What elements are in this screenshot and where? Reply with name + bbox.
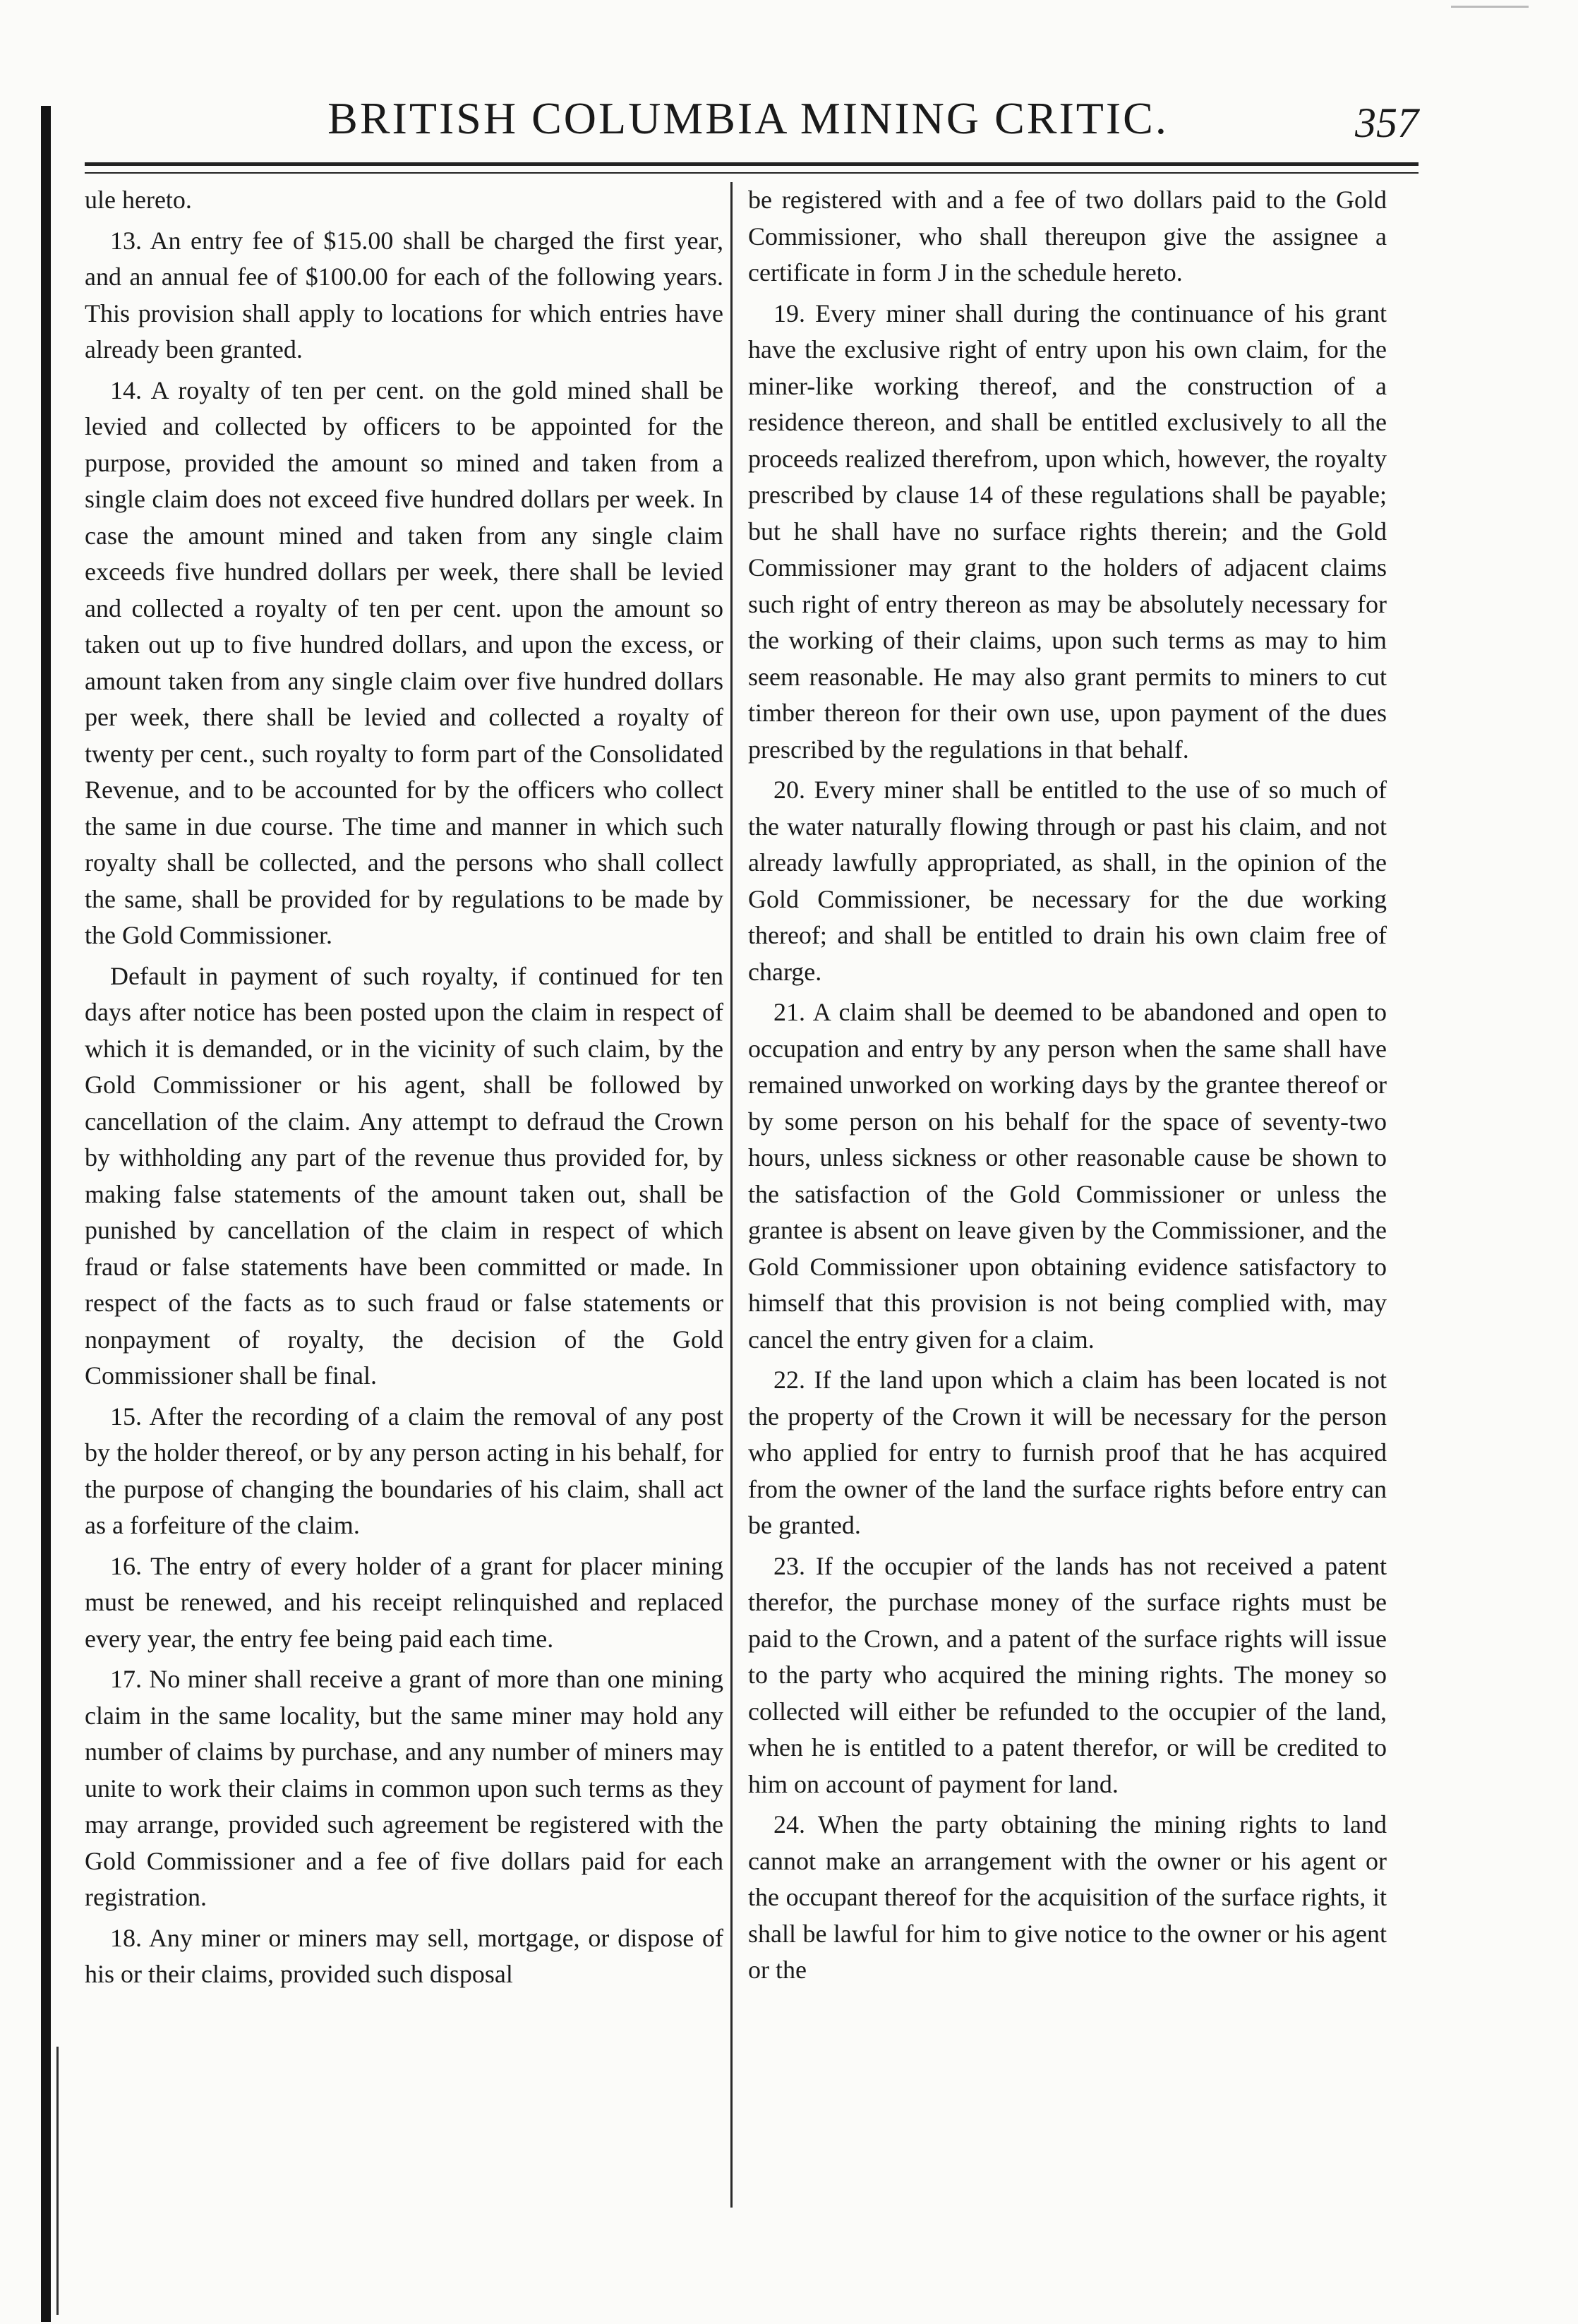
page-number: 357 xyxy=(1355,100,1419,146)
right-column xyxy=(748,182,1387,2299)
paragraph: 22. If the land upon which a claim has been located is not the property of the Crown it will be necessary for the person who applied for entry to furnish proof that he has acquired from the owner of the land the surface rights before entry can be granted. xyxy=(748,1366,1387,1539)
paragraph: Default in payment of such royalty, if continued for ten days after notice has been posted upon the claim in respect of which it is demanded, or in the vicinity of such claim, by the Gold Commissioner or his agent, shall be followed by cancellation of the claim. Any attempt to defraud the Crown by withholding any part of the revenue thus provided for, by making false statements of the amount taken out, shall be punished by cancellation of the claim in respect of which fraud or false statements have been committed or made. In respect of the facts as to such fraud or false statements or nonpayment of royalty, the decision of the Gold Commissioner shall be final. xyxy=(85,961,723,1390)
header-rule-thick xyxy=(85,162,1419,166)
paragraph: 17. No miner shall receive a grant of more than one mining claim in the same locality, but the same miner may hold any number of claims by purchase, and any number of miners may unite to work their claims in common upon such terms as they may arrange, provided such agreement be registered with the Gold Commissioner and a fee of five dollars paid for each registration. xyxy=(85,1665,723,1911)
paragraph: 13. An entry fee of $15.00 shall be charged the first year, and an annual fee of $100.00 for each of the following years. This provision shall apply to locations for which entries have already been granted. xyxy=(85,226,723,363)
paragraph: 23. If the occupier of the lands has not received a patent therefor, the purchase money of the surface rights must be paid to the Crown, and a patent of the surface rights will issue to the party who acquired the mining rights. The money so collected will either be refunded to the occupier of the land, when he is entitled to a patent therefor, or will be credited to him on account of payment for land. xyxy=(748,1551,1387,1798)
paragraph: 19. Every miner shall during the continuance of his grant have the exclusive right of entry upon his own claim, for the miner-like working thereof, and the construction of a residence thereon, and shall be entitled exclusively to all the proceeds realized therefrom, upon which, however, the royalty prescribed by clause 14 of these regulations shall be payable; but he shall have no surface rights therein; and the Gold Commissioner may grant to the holders of adjacent claims such right of entry thereon as may be absolutely necessary for the working of their claims, upon such terms as may to him seem reasonable. He may also grant permits to miners to cut timber thereon for their own use, upon payment of the dues prescribed by the regulations in that behalf. xyxy=(748,299,1387,764)
header-rule-thin xyxy=(85,172,1419,174)
column-divider xyxy=(730,182,733,2208)
paragraph: 14. A royalty of ten per cent. on the gold mined shall be levied and collected by officers to be appointed for the purpose, provided the amount so mined and taken from a single claim does not exceed five hundred dollars per week. In case the amount mined and taken from any single claim exceeds five hundred dollars per week, there shall be levied and collected a royalty of ten per cent. upon the amount so taken out up to five hundred dollars, and upon the excess, or amount taken from any single claim over five hundred dollars per week, there shall be levied and collected a royalty of twenty per cent., such royalty to form part of the Consolidated Revenue, and to be accounted for by the officers who collect the same in due course. The time and manner in which such royalty shall be collected, and the persons who shall collect the same, shall be provided for by regulations to be made by the Gold Commissioner. xyxy=(85,375,723,949)
scan-corner-mark xyxy=(1451,6,1529,8)
binding-edge xyxy=(41,106,51,2322)
paragraph: 24. When the party obtaining the mining rights to land cannot make an arrangement with the owner or his agent or the occupant thereof for the acquisition of the surface rights, it shall be lawful for him to give notice to the owner or his agent or the xyxy=(748,1810,1387,1984)
paragraph: 21. A claim shall be deemed to be abandoned and open to occupation and entry by any person when the same shall have remained unworked on working days by the grantee thereof or by some person on his behalf for the space of seventy-two hours, unless sickness or other reasonable cause be shown to the satisfaction of the Gold Commissioner or unless the grantee is absent on leave given by the Commissioner, and the Gold Commissioner upon obtaining evidence satisfactory to himself that this provision is not being complied with, may cancel the entry given for a claim. xyxy=(748,998,1387,1354)
paragraph: ule hereto. xyxy=(85,186,192,214)
paragraph: 20. Every miner shall be entitled to the use of so much of the water naturally flowing through or past his claim, and not already lawfully appropriated, as shall, in the opinion of the Gold Commissioner, be necessary for the due working thereof; and shall be entitled to drain his own claim free of charge. xyxy=(748,776,1387,986)
running-title: BRITISH COLUMBIA MINING CRITIC. xyxy=(327,93,1169,143)
paragraph: 15. After the recording of a claim the removal of any post by the holder thereof, or by any person acting in his behalf, for the purpose of changing the boundaries of his claim, shall act as a forfeiture of the claim. xyxy=(85,1402,723,1539)
paragraph: 16. The entry of every holder of a grant for placer mining must be renewed, and his receipt relinquished and replaced every year, the entry fee being paid each time. xyxy=(85,1551,723,1653)
left-column xyxy=(85,182,723,2299)
binding-edge-secondary xyxy=(56,2047,59,2315)
page-header xyxy=(78,90,1419,154)
paragraph: 18. Any miner or miners may sell, mortgage, or dispose of his or their claims, provided such disposal xyxy=(85,1923,723,1988)
paragraph: be registered with and a fee of two dollars paid to the Gold Commissioner, who shall thereupon give the assignee a certificate in form J in the schedule hereto. xyxy=(748,186,1387,287)
